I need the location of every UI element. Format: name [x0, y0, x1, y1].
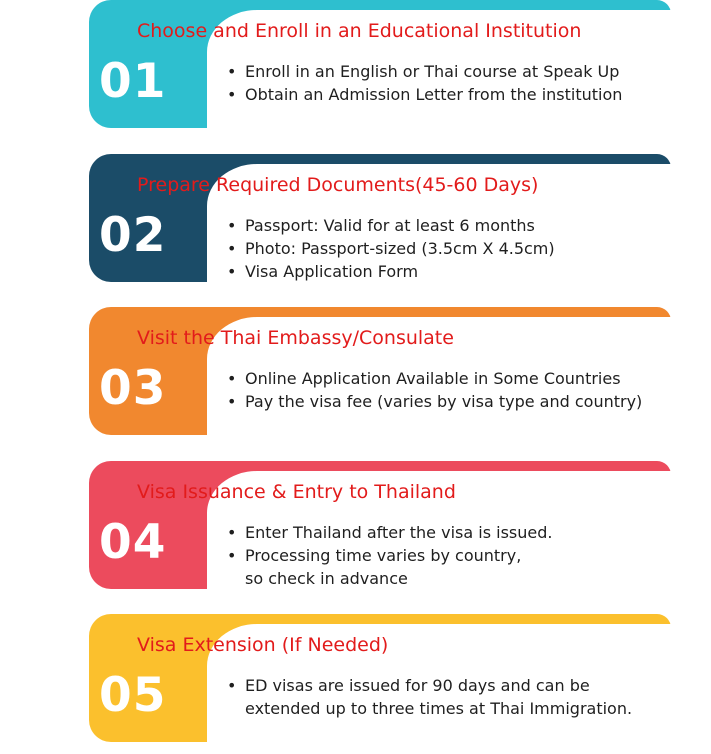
bullet-item-continuation: extended up to three times at Thai Immigration. [245, 699, 633, 718]
bullet-item: • Photo: Passport-sized (3.5cm X 4.5cm) [227, 237, 667, 260]
step-card-04 [89, 461, 671, 589]
bullet-item: • Visa Application Form [227, 260, 667, 283]
step-title: Visit the Thai Embassy/Consulate [137, 327, 454, 349]
step-card-05 [89, 614, 671, 742]
bullet-item: • Enroll in an English or Thai course at Speak Up [227, 60, 667, 83]
bullet-item: • Enter Thailand after the visa is issued. [227, 521, 667, 544]
step-bullet-list [227, 60, 667, 106]
bullet-item: • Online Application Available in Some Countries [227, 367, 667, 390]
step-title: Visa Extension (If Needed) [137, 634, 389, 656]
step-bullet-list [227, 214, 667, 283]
step-number: 03 [99, 361, 167, 416]
step-title: Prepare Required Documents(45-60 Days) [137, 174, 539, 196]
step-number: 04 [99, 515, 167, 570]
step-number: 05 [99, 668, 167, 723]
bullet-item: • Pay the visa fee (varies by visa type and country) [227, 390, 667, 413]
step-bullet-list [227, 521, 667, 590]
step-bullet-list [227, 674, 667, 720]
step-title: Choose and Enroll in an Educational Institution [137, 20, 582, 42]
step-card-01 [89, 0, 671, 128]
step-title: Visa Issuance & Entry to Thailand [137, 481, 456, 503]
step-number: 02 [99, 208, 167, 263]
bullet-item: • Passport: Valid for at least 6 months [227, 214, 667, 237]
bullet-item: • ED visas are issued for 90 days and can be [227, 674, 667, 697]
step-bullet-list [227, 367, 667, 413]
step-card-03 [89, 307, 671, 435]
bullet-item: • Processing time varies by country, [227, 544, 667, 567]
step-number: 01 [99, 54, 167, 109]
step-card-02 [89, 154, 671, 282]
bullet-item: • Obtain an Admission Letter from the institution [227, 83, 667, 106]
bullet-item-continuation: so check in advance [245, 569, 408, 588]
